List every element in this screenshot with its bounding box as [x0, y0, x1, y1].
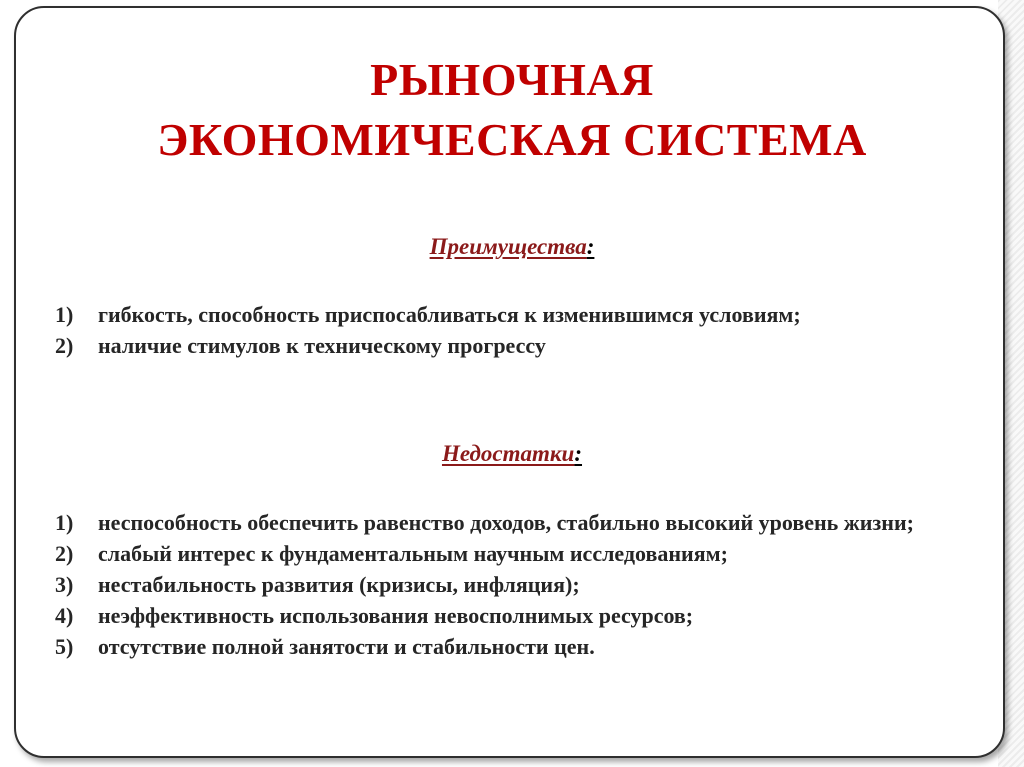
slide-title-line-1: РЫНОЧНАЯ	[370, 54, 654, 105]
list-item-text: неэффективность использования невосполнимых ресурсов;	[98, 603, 694, 628]
list-item-text: слабый интерес к фундаментальным научным исследованиям;	[98, 541, 728, 566]
list-item-number: 4)	[55, 603, 74, 628]
slide-title-line-2: ЭКОНОМИЧЕСКАЯ СИСТЕМА	[157, 114, 867, 165]
list-item-text: нестабильность развития (кризисы, инфляция);	[98, 572, 580, 597]
advantages-heading-label: Преимущества	[429, 234, 587, 259]
list-item-number: 2)	[55, 333, 74, 358]
list-item-text: неспособность обеспечить равенство доходов, стабильно высокий уровень жизни;	[98, 510, 914, 535]
disadvantages-list	[55, 507, 955, 662]
advantages-list	[55, 299, 955, 361]
list-item-number: 2)	[55, 541, 74, 566]
list-item	[55, 600, 955, 631]
list-item	[55, 538, 955, 569]
disadvantages-heading-label: Недостатки	[441, 441, 575, 466]
list-item-text: гибкость, способность приспосабливаться к изменившимся условиям;	[98, 302, 801, 327]
list-item	[55, 299, 955, 330]
list-item-text: наличие стимулов к техническому прогрессу	[98, 333, 546, 358]
list-item-number: 5)	[55, 634, 74, 659]
list-item-text: отсутствие полной занятости и стабильности цен.	[98, 634, 595, 659]
advantages-heading	[0, 233, 1024, 261]
list-item-number: 1)	[55, 510, 74, 535]
list-item	[55, 631, 955, 662]
list-item-number: 3)	[55, 572, 74, 597]
list-item	[55, 507, 955, 538]
slide-title	[0, 50, 1024, 170]
advantages-heading-colon: :	[586, 234, 595, 259]
disadvantages-heading-colon: :	[574, 441, 583, 466]
list-item	[55, 569, 955, 600]
list-item	[55, 330, 955, 361]
list-item-number: 1)	[55, 302, 74, 327]
disadvantages-heading	[0, 440, 1024, 468]
